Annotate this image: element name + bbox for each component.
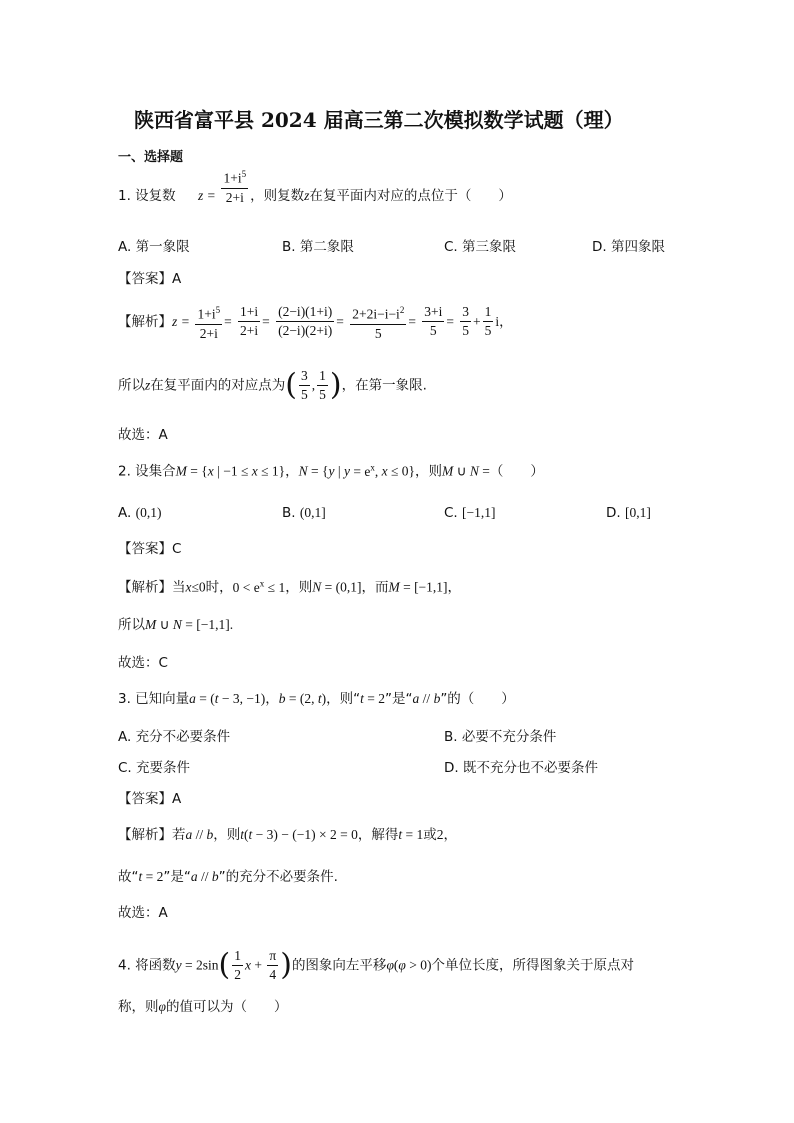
q3-post2: ”是“ [385, 691, 413, 707]
q2-analysis: 【解析】当x≤0时，$0 < e^x \le 1$，则N = (0,1]，而M = [−1,1]， [118, 578, 462, 596]
q2-option-c-value: [−1,1] [462, 505, 496, 520]
q2-option-a[interactable] [118, 504, 161, 522]
q1-prefix: 1. 设复数 [118, 187, 176, 204]
choose-value: C [158, 655, 168, 671]
q2-answer [118, 540, 181, 558]
answer-label: 【答案】 [118, 791, 172, 807]
q1-conclusion-pre: 所以 [118, 377, 145, 394]
q4-prefix: 4. 将函数 [118, 957, 176, 974]
q2-option-a-letter: A. [118, 505, 132, 521]
answer-label: 【答案】 [118, 271, 172, 287]
q1-analysis: 【解析】z = $\frac{1+i^5}{2+i}$ = $\frac{1+i}{2+i}$ = $\frac{(2-i)(1+i)}{(2-i)(2+i)}$ = $\frac{2+2i-i-i^2}{5}$ = $\frac{3+i}{5}$ = $\frac{3}{5}$ + $\frac{1}{5}$ i， [118, 302, 513, 342]
section-heading: 一、选择题 [118, 150, 184, 165]
q2-option-d[interactable] [606, 504, 651, 522]
q1-conclusion: 所以z在复平面内的对应点为( $\frac{3}{5}$ , $\frac{1}{5}$ )，在第一象限. [118, 367, 427, 403]
q2-a5: ， [447, 579, 462, 596]
q3-prefix: 3. 已知向量 [118, 691, 190, 707]
q1-tail: 在复平面内对应的点位于（ ） [309, 187, 512, 204]
q3-a1: 若 [172, 827, 186, 843]
choose-label: 故选： [118, 655, 159, 671]
q2-prefix: 2. 设集合 [118, 463, 176, 480]
answer-value: C [172, 541, 182, 557]
choose-label: 故选： [118, 427, 159, 443]
q3-option-c[interactable]: C. 充要条件 [118, 760, 191, 776]
q4-tail: 的图象向左平移 [291, 957, 387, 974]
q3-option-d[interactable]: D. 既不充分也不必要条件 [444, 760, 598, 776]
q3-option-b[interactable]: B. 必要不充分条件 [444, 729, 557, 745]
q2-option-c[interactable] [444, 504, 496, 522]
q3-analysis: 【解析】若a // b，则t(t − 3) − (−1) × 2 = 0，解得t = 1或2， [118, 827, 457, 843]
choose-value: A [158, 427, 168, 443]
q2-option-c-letter: C. [444, 505, 458, 521]
choose-label: 故选： [118, 905, 159, 921]
q2-post: ，则 [414, 463, 442, 480]
question-3: 3. 已知向量a = (t − 3, −1)，b = (2, t)，则“t = 2”是“a // b”的（ ） [118, 691, 515, 707]
q3-conclusion: 故“t = 2”是“a // b”的充分不必要条件. [118, 869, 338, 885]
q2-option-b[interactable] [282, 504, 326, 522]
q2-option-a-value: (0,1) [135, 505, 162, 520]
q3-a4: 或 [423, 827, 437, 843]
answer-value: A [172, 791, 182, 807]
q2-a1: 当 [172, 579, 186, 596]
q2-conclusion: 所以M ∪ N = [−1,1]. [118, 617, 234, 633]
choose-value: A [158, 905, 168, 921]
q1-choose [118, 426, 168, 444]
answer-value: A [172, 271, 182, 287]
q2-choose [118, 654, 168, 672]
question-2: 2. 设集合M = {x | −1 ≤ x ≤ 1}，N = {y | $y = e^x$, x ≤ 0}，则M ∪ N =（ ） [118, 462, 544, 480]
analysis-label: 【解析】 [118, 313, 172, 330]
q4-line2: 称，则φ的值可以为（ ） [118, 999, 288, 1015]
analysis-label: 【解析】 [118, 827, 172, 843]
q1-answer [118, 270, 181, 288]
q4-tail2: 个单位长度，所得图象关于原点对 [431, 957, 634, 974]
q3-choose [118, 904, 168, 922]
q3-c3: ”的充分不必要条件. [218, 869, 338, 885]
q1-option-a[interactable]: A. 第一象限 [118, 239, 190, 255]
q1-conclusion-post: ，在第一象限. [341, 377, 427, 394]
q2-option-d-letter: D. [606, 505, 621, 521]
q3-c1: 故“ [118, 869, 139, 885]
q2-conclusion-pre: 所以 [118, 617, 145, 633]
q2-a3: ，则 [285, 579, 313, 596]
analysis-label: 【解析】 [118, 579, 172, 596]
answer-label: 【答案】 [118, 541, 172, 557]
q1-conclusion-mid: 在复平面内的对应点为 [150, 377, 286, 394]
q2-option-b-letter: B. [282, 505, 296, 521]
q4-line2-post: 的值可以为（ ） [165, 999, 288, 1015]
q3-tail: ”的（ ） [440, 691, 515, 707]
question-4: 4. 将函数y = 2sin( $\frac{1}{2}$ x + $\frac{\pi}{4}$ )的图象向左平移φ(φ > 0)个单位长度，所得图象关于原点对 [118, 947, 634, 983]
q1-option-b[interactable]: B. 第二象限 [282, 239, 354, 255]
q2-option-d-value: [0,1] [624, 505, 651, 520]
q3-a2: ，则 [213, 827, 241, 843]
q2-mid: ， [285, 463, 299, 480]
q2-a2: 时， [205, 579, 233, 596]
q3-c2: ”是“ [163, 869, 191, 885]
question-1: 1. 设复数 z = $\frac{1+i^5}{2+i}$ ，则复数z在复平面内对应的点位于（ ） [118, 176, 512, 216]
q2-a4: ，而 [361, 579, 389, 596]
q3-option-a[interactable]: A. 充分不必要条件 [118, 729, 231, 745]
q3-a3: ，解得 [357, 827, 399, 843]
q2-tail: （ ） [489, 463, 544, 480]
q3-post: ，则“ [326, 691, 361, 707]
q3-answer [118, 790, 181, 808]
q1-option-c[interactable]: C. 第三象限 [444, 239, 517, 255]
page-title: 陕西省富平县 2024 届高三第二次模拟数学试题（理） [134, 108, 624, 132]
q4-line2-pre: 称，则 [118, 999, 159, 1015]
q3-mid: ， [265, 691, 279, 707]
q1-option-d[interactable]: D. 第四象限 [592, 239, 665, 255]
q2-option-b-value: (0,1] [299, 505, 326, 520]
q1-post: ，则复数 [250, 187, 305, 204]
